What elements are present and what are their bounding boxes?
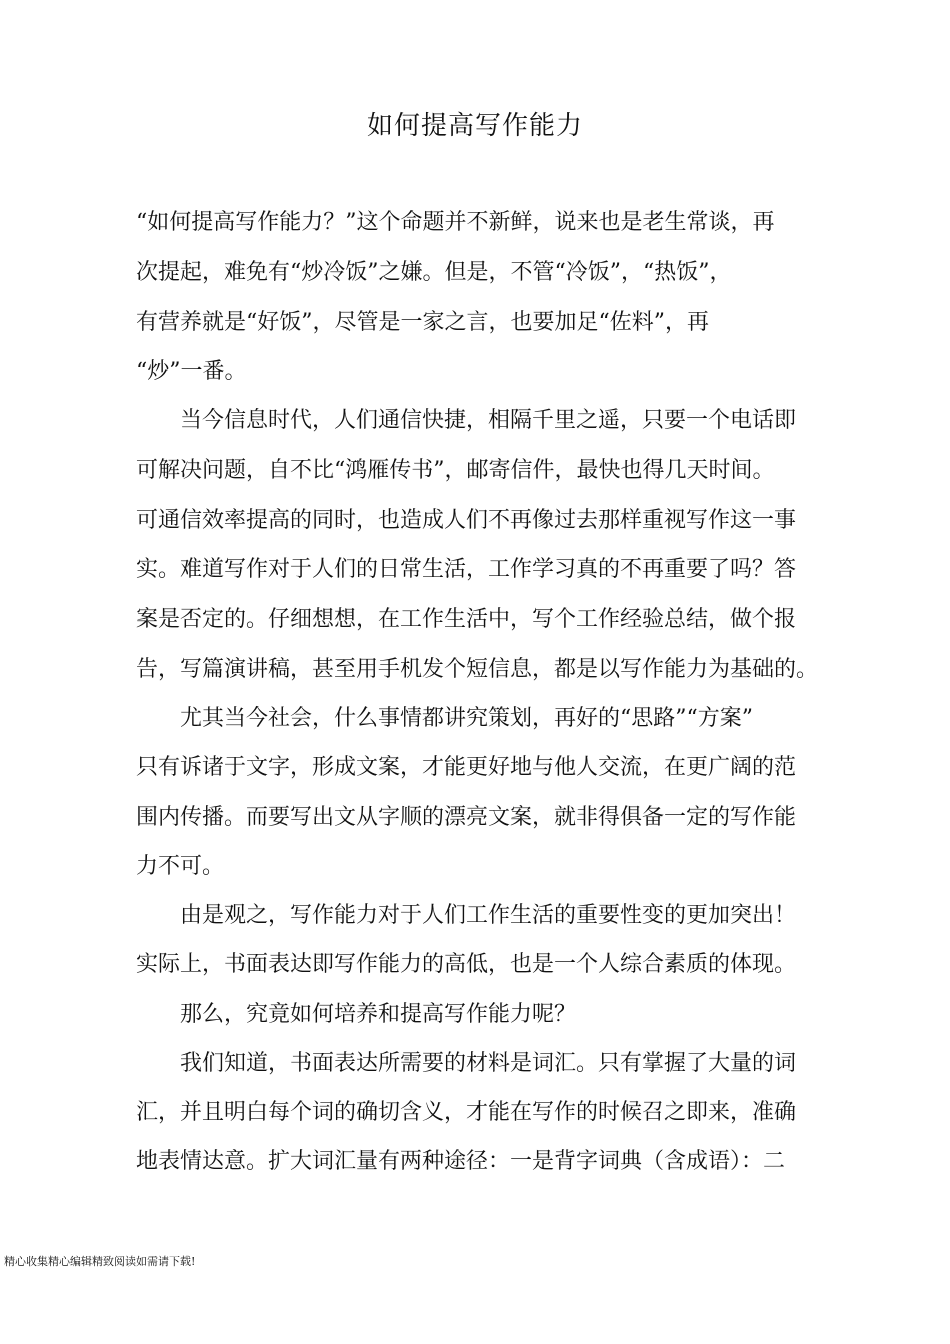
- body-line: 次提起，难免有“炒冷饭”之嫌。但是，不管“冷饭”，“热饭”，: [136, 260, 732, 285]
- body-line: 力不可。: [136, 854, 225, 879]
- body-line: 实际上，书面表达即写作能力的高低，也是一个人综合素质的体现。: [136, 952, 797, 977]
- body-line: 案是否定的。仔细想想，在工作生活中，写个工作经验总结，做个报: [136, 607, 797, 632]
- body-line: 围内传播。而要写出文从字顺的漂亮文案，就非得俱备一定的写作能: [136, 805, 797, 830]
- body-line: 只有诉诸于文字，形成文案，才能更好地与他人交流，在更广阔的范: [136, 755, 797, 780]
- body-line: 有营养就是“好饭”，尽管是一家之言，也要加足“佐料”，再: [136, 310, 709, 335]
- body-line: 尤其当今社会，什么事情都讲究策划，再好的“思路”“方案”: [180, 706, 753, 731]
- body-line: 地表情达意。扩大词汇量有两种途径：一是背字词典（含成语）：二: [136, 1149, 786, 1174]
- body-line: “如何提高写作能力？”这个命题并不新鲜，说来也是老生常谈，再: [136, 210, 775, 235]
- body-line: 可解决问题，自不比“鸿雁传书”，邮寄信件，最快也得几天时间。: [136, 458, 775, 483]
- body-line: “炒”一番。: [136, 359, 247, 384]
- body-line: 由是观之，写作能力对于人们工作生活的重要性变的更加突出！: [180, 903, 797, 928]
- document-title: 如何提高写作能力: [366, 111, 583, 141]
- footer-note: 精心收集精心编辑精致阅读如需请下载!: [4, 1255, 196, 1268]
- body-line: 实。难道写作对于人们的日常生活，工作学习真的不再重要了吗？答: [136, 557, 797, 582]
- body-line: 那么，究竟如何培养和提高写作能力呢？: [180, 1002, 577, 1027]
- body-line: 汇，并且明白每个词的确切含义，才能在写作的时候召之即来，准确: [136, 1100, 797, 1125]
- body-line: 告，写篇演讲稿，甚至用手机发个短信息，都是以写作能力为基础的。: [136, 657, 819, 682]
- body-line: 当今信息时代，人们通信快捷，相隔千里之遥，只要一个电话即: [180, 408, 797, 433]
- body-line: 可通信效率提高的同时，也造成人们不再像过去那样重视写作这一事: [136, 508, 797, 533]
- body-line: 我们知道，书面表达所需要的材料是词汇。只有掌握了大量的词: [180, 1051, 797, 1076]
